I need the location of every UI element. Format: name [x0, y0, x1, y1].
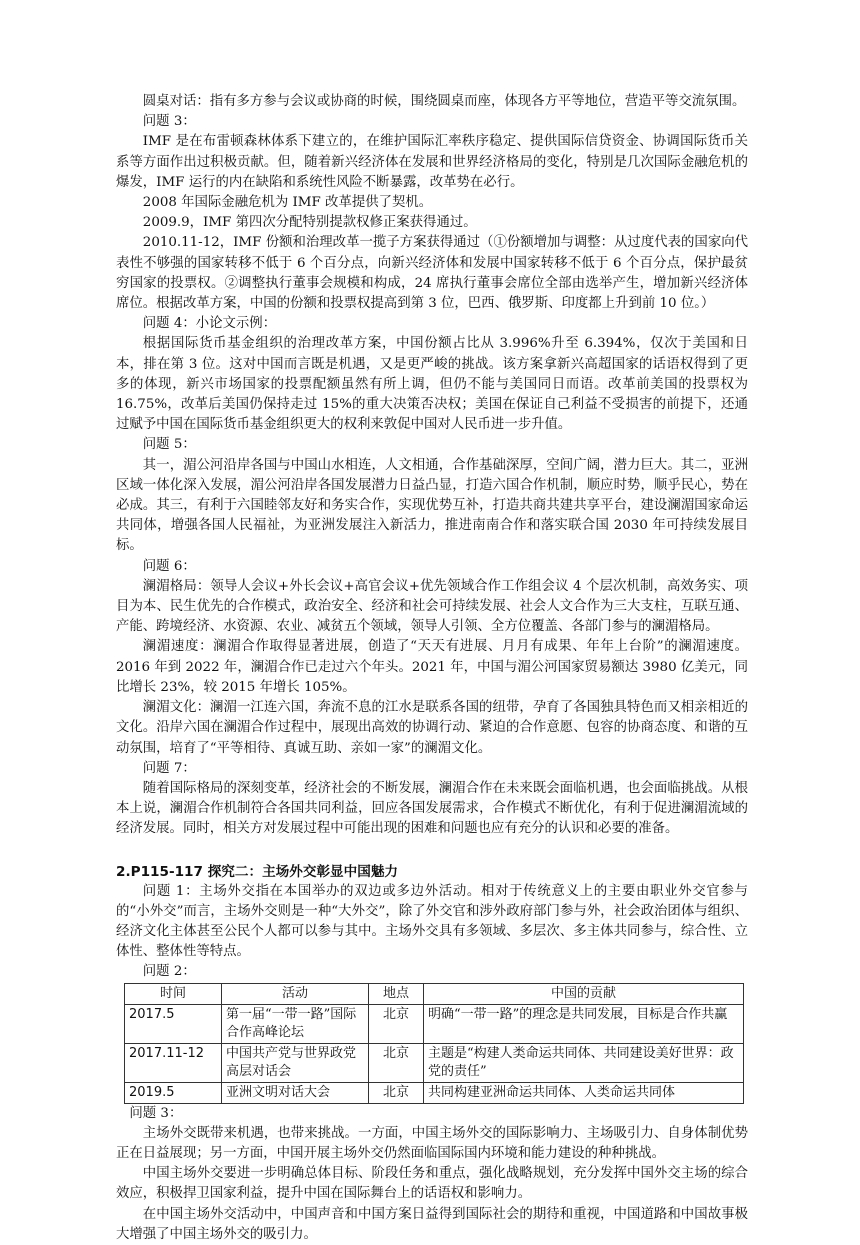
document-page	[116, 92, 748, 1245]
table-cell: 2019.5	[125, 1082, 222, 1103]
table-cell: 北京	[369, 1004, 424, 1043]
paragraph-imf: IMF 是在布雷顿森林体系下建立的，在维护国际汇率秩序稳定、提供国际信贷资金、协调国际货币关系等方面作出过积极贡献。但，随着新兴经济体在发展和世界经济格局的变化，特别是几次国际金融危机的爆发，IMF 运行的内在缺陷和系统性风险不断暴露，改革势在必行。	[116, 134, 748, 190]
paragraph-sudu: 澜湄速度：澜湄合作取得显著进展，创造了“天天有进展、月月有成果、年年上台阶”的澜湄速度。2016 年到 2022 年，澜湄合作已走过六个年头。2021 年，中国与湄公河国家贸易额达 3980 亿美元，同比增长 23%，较 2015 年增长 105%。	[116, 639, 748, 695]
column-header: 中国的贡献	[424, 983, 744, 1004]
paragraph-essay: 根据国际货币基金组织的治理改革方案，中国份额占比从 3.996%升至 6.394%，仅次于美国和日本，排在第 3 位。这对中国而言既是机遇，又是更严峻的挑战。该方案拿新兴高超国家的话语权得到了更多的体现，新兴市场国家的投票配额虽然有所上调，但仍不能与美国同日而语。改革前美国的投票权为 16.75%，改革后美国仍保持走过 15%的重大决策否决权；美国在保证自己利益不受损害的前提下，还通过赋予中国在国际货币基金组织更大的权利来敦促中国对人民币进一步升值。	[116, 336, 748, 433]
table-cell: 主题是“构建人类命运共同体、共同建设美好世界：政党的责任”	[424, 1043, 744, 1082]
paragraph-goals: 中国主场外交要进一步明确总体目标、阶段任务和重点，强化战略规划，充分发挥中国外交主场的综合效应，积极捍卫国家利益，提升中国在国际舞台上的话语权和影响力。	[116, 1166, 748, 1202]
paragraph-wenhua: 澜湄文化：澜湄一江连六国，奔流不息的江水是联系各国的纽带，孕育了各国独具特色而又相亲相近的文化。沿岸六国在澜湄合作过程中，展现出高效的协调行动、紧迫的合作意愿、包容的协商态度、和谐的互动氛围，培育了“平等相待、真诚互助、亲如一家”的澜湄文化。	[116, 700, 748, 756]
table-row	[125, 1004, 744, 1043]
spacer	[116, 840, 748, 862]
table-row	[125, 1082, 744, 1103]
paragraph-roundtable: 圆桌对话：指有多方参与会议或协商的时候，围绕圆桌而座，体现各方平等地位，营造平等交流氛围。	[142, 94, 746, 109]
table-cell: 明确“一带一路”的理念是共同发展，目标是合作共赢	[424, 1004, 744, 1043]
question-heading: 问题 3：	[142, 114, 196, 130]
paragraph-voice: 在中国主场外交活动中，中国声音和中国方案日益得到国际社会的期待和重视，中国道路和中国故事极大增强了中国主场外交的吸引力。	[116, 1206, 748, 1242]
column-header: 时间	[125, 983, 222, 1004]
table-cell: 北京	[369, 1043, 424, 1082]
paragraph-q5: 其一，湄公河沿岸各国与中国山水相连，人文相通，合作基础深厚，空间广阔，潜力巨大。其二，亚洲区域一体化深入发展，湄公河沿岸各国发展潜力日益凸显，打造六国合作机制，顺应时势，顺乎民心，势在必成。其三，有利于六国睦邻友好和务实合作，实现优势互补，打造共商共建共享平台，建设澜湄国家命运共同体，增强各国人民福祉，为亚洲发展注入新活力，推进南南合作和落实联合国 2030 年可持续发展目标。	[116, 457, 748, 554]
column-header: 活动	[222, 983, 369, 1004]
table-cell: 2017.11-12	[125, 1043, 222, 1082]
paragraph-geju: 澜湄格局：领导人会议+外长会议+高官会议+优先领域合作工作组会议 4 个层次机制，高效务实、项目为本、民生优先的合作模式，政治安全、经济和社会可持续发展、社会人文合作为三大支柱，互联互通、产能、跨境经济、水资源、农业、减贫五个领域，领导人引领、全方位覆盖、各部门参与的澜湄格局。	[116, 578, 748, 635]
table-header-row	[125, 983, 744, 1004]
paragraph-q7: 随着国际格局的深刻变革，经济社会的不断发展，澜湄合作在未来既会面临机遇，也会面临挑战。从根本上说，澜湄合作机制符合各国共同利益，回应各国发展需求，合作模式不断优化，有利于促进澜湄流域的经济发展。同时，相关方对发展过程中可能出现的困难和问题也应有充分的认识和必要的准备。	[116, 780, 748, 837]
question-heading: 问题 5：	[142, 437, 196, 453]
section-heading: 2.P115-117 探究二：主场外交彰显中国魅力	[116, 863, 399, 880]
table-cell: 北京	[369, 1082, 424, 1103]
question-heading: 问题 4：小论文示例：	[142, 316, 277, 332]
table-cell: 亚洲文明对话大会	[222, 1082, 369, 1103]
table-row	[125, 1043, 744, 1082]
table-cell: 共同构建亚洲命运共同体、人类命运共同体	[424, 1082, 744, 1103]
paragraph-2009: 2009.9，IMF 第四次分配特别提款权修正案获得通过。	[142, 215, 477, 231]
table-cell: 中国共产党与世界政党高层对话会	[222, 1043, 369, 1082]
question-heading: 问题 2：	[142, 964, 196, 980]
question-heading: 问题 7：	[142, 760, 196, 776]
table-cell: 第一届“一带一路”国际合作高峰论坛	[222, 1004, 369, 1043]
events-table	[124, 983, 744, 1104]
paragraph-opportunity: 主场外交既带来机遇，也带来挑战。一方面，中国主场外交的国际影响力、主场吸引力、自身体制优势正在日益展现；另一方面，中国开展主场外交仍然面临国际国内环境和能力建设的种种挑战。	[116, 1125, 748, 1161]
question-heading: 问题 3：	[129, 1105, 183, 1121]
question-heading: 问题 6：	[142, 558, 196, 574]
paragraph-2010: 2010.11-12，IMF 份额和治理改革一揽子方案获得通过（①份额增加与调整：从过度代表的国家向代表性不够强的国家转移不低于 6 个百分点，向新兴经济体和发展中国家转移不低于 6 个百分点，保护最贫穷国家的投票权。②调整执行董事会规模和构成，24 席执行董事会席位全部由选举产生，增加新兴经济体席位。根据改革方案，中国的份额和投票权提高到第 3 位，巴西、俄罗斯、印度都上升到前 10 位。）	[116, 235, 748, 312]
paragraph-home-diplomacy: 问题 1：主场外交指在本国举办的双边或多边外活动。相对于传统意义上的主要由职业外交官参与的“小外交”而言，主场外交则是一种“大外交”，除了外交官和涉外政府部门参与外，社会政治团体与组织、经济文化主体甚至公民个人都可以参与其中。主场外交具有多领域、多层次、多主体共同参与，综合性、立体性、整体性等特点。	[116, 883, 748, 960]
column-header: 地点	[369, 983, 424, 1004]
paragraph-2008: 2008 年国际金融危机为 IMF 改革提供了契机。	[142, 195, 433, 211]
table-cell: 2017.5	[125, 1004, 222, 1043]
